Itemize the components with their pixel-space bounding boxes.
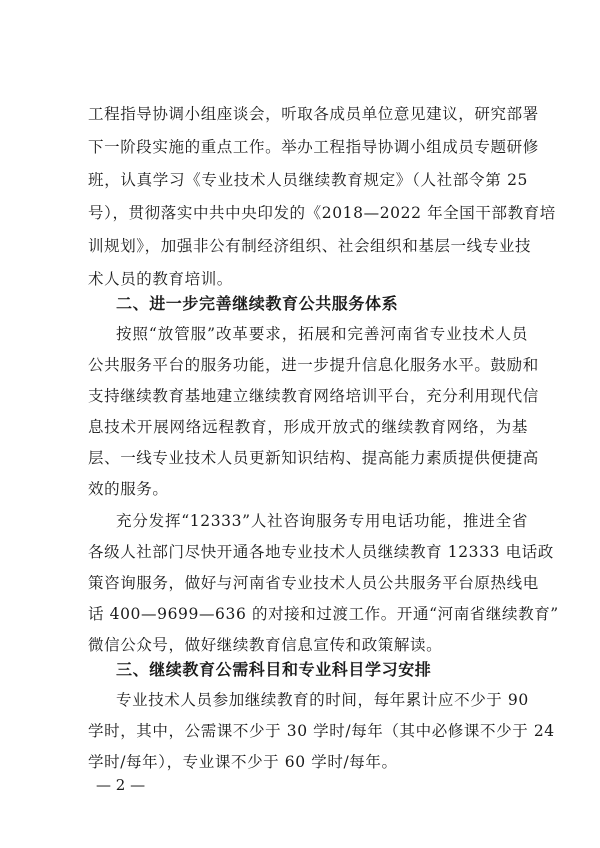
body-text-line: 策咨询服务，做好与河南省专业技术人员公共服务平台原热线电 <box>88 574 539 592</box>
body-text-line: 训规划》，加强非公有制经济组织、社会组织和基层一线专业技 <box>88 237 532 255</box>
body-text-line: 学时/每年），专业课不少于 60 学时/每年。 <box>88 753 398 771</box>
page-number: — 2 — <box>96 776 146 794</box>
body-text-line: 专业技术人员参加继续教育的时间，每年累计应不少于 90 <box>116 691 529 709</box>
section-heading: 二、进一步完善继续教育公共服务体系 <box>116 294 399 313</box>
body-text-line: 公共服务平台的服务功能，进一步提升信息化服务水平。鼓励和 <box>88 356 539 374</box>
body-text-line: 充分发挥“12333”人社咨询服务专用电话功能，推进全省 <box>116 512 528 530</box>
body-text-line: 下一阶段实施的重点工作。举办工程指导协调小组成员专题研修 <box>88 138 539 156</box>
body-text-line: 班，认真学习《专业技术人员继续教育规定》（人社部令第 25 <box>88 171 528 189</box>
body-text-line: 效的服务。 <box>88 480 169 498</box>
body-text-line: 息技术开展网络远程教育，形成开放式的继续教育网络，为基 <box>88 418 528 436</box>
body-text-line: 工程指导协调小组座谈会，听取各成员单位意见建议，研究部署 <box>88 105 539 123</box>
body-text-line: 术人员的教育培训。 <box>88 270 233 288</box>
body-text-line: 各级人社部门尽快开通各地专业技术人员继续教育 12333 电话政 <box>88 543 554 561</box>
body-text-line: 按照“放管服”改革要求，拓展和完善河南省专业技术人员 <box>116 325 528 343</box>
body-text-line: 话 400—9699—636 的对接和过渡工作。开通“河南省继续教育” <box>88 605 559 623</box>
body-text-line: 学时，其中，公需课不少于 30 学时/每年（其中必修课不少于 24 <box>88 722 555 740</box>
body-text-line: 支持继续教育基地建立继续教育网络培训平台，充分利用现代信 <box>88 387 539 405</box>
body-text-line: 号），贯彻落实中共中央印发的《2018—2022 年全国干部教育培 <box>88 204 556 222</box>
body-text-line: 层、一线专业技术人员更新知识结构、提高能力素质提供便捷高 <box>88 449 539 467</box>
section-heading: 三、继续教育公需科目和专业科目学习安排 <box>116 660 432 679</box>
body-text-line: 微信公众号，做好继续教育信息宣传和政策解读。 <box>88 636 443 654</box>
